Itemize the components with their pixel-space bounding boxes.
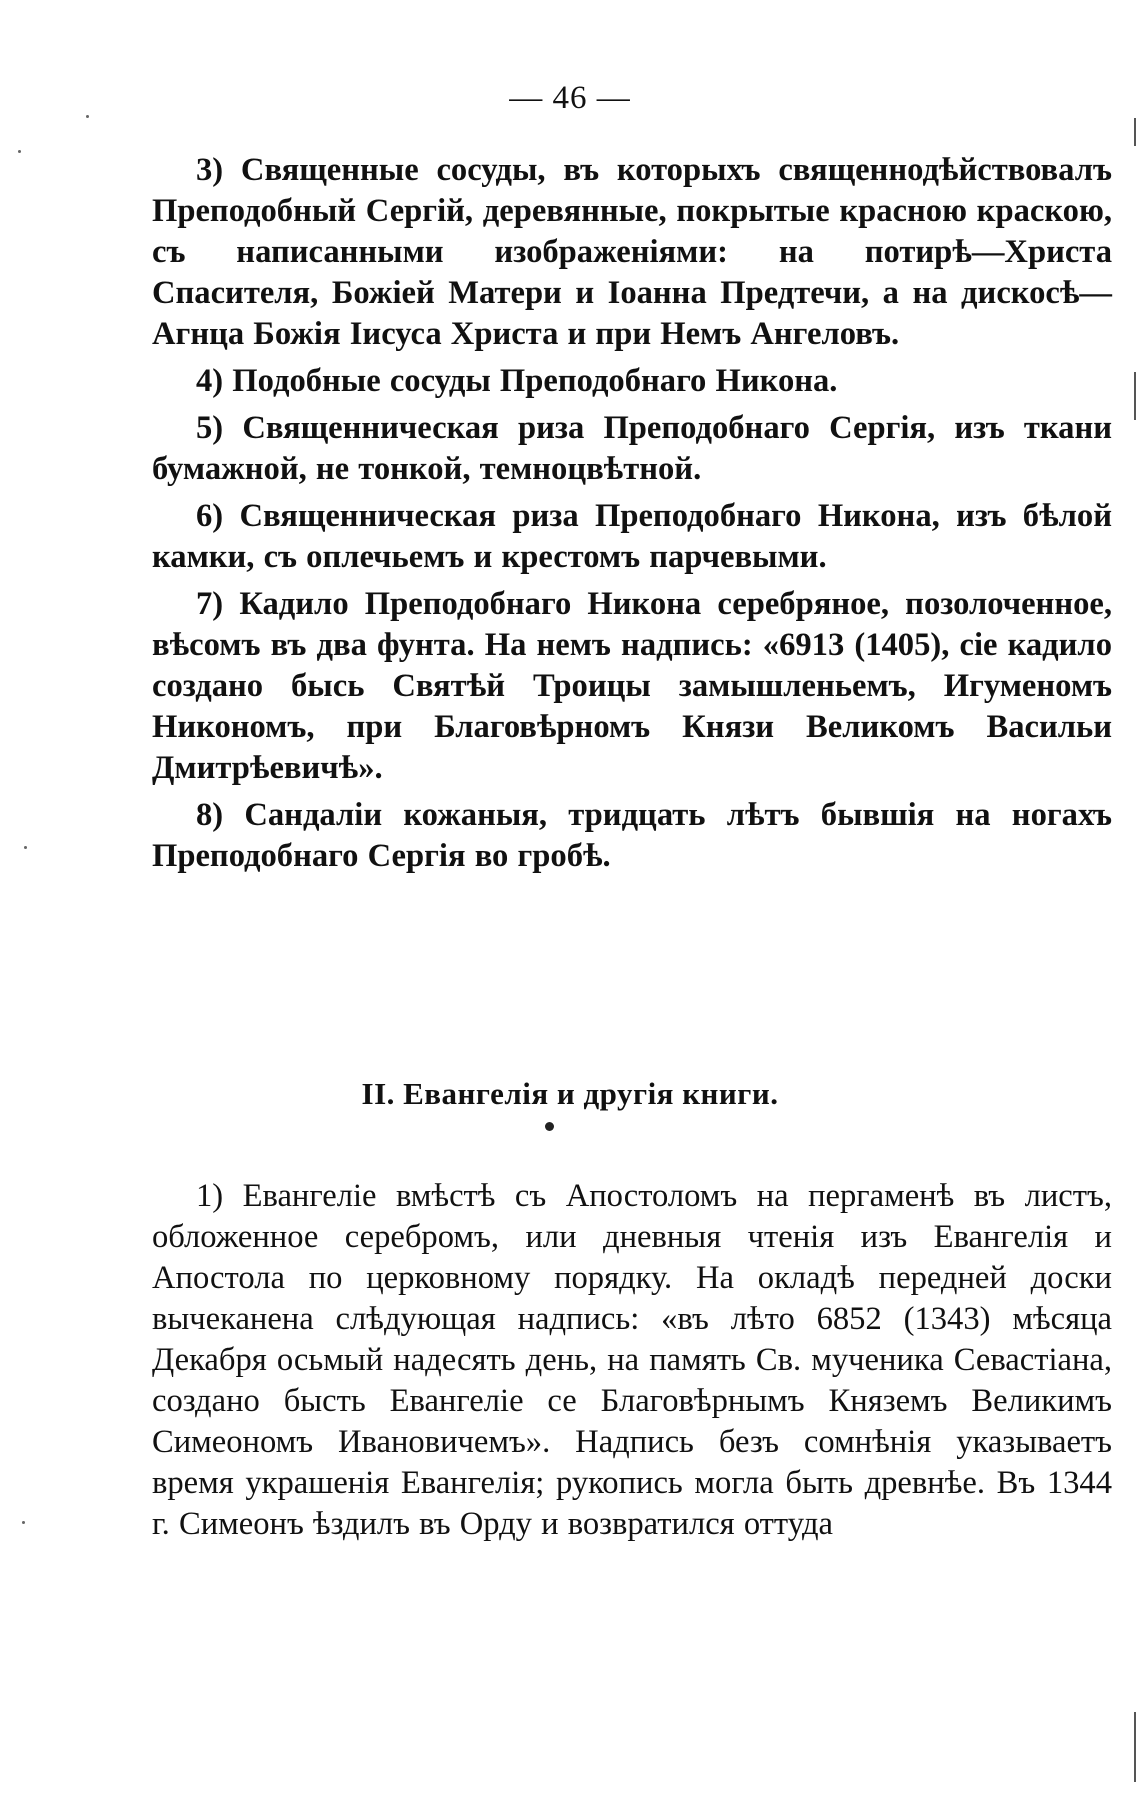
- ornament-dot-icon: [545, 1122, 554, 1131]
- list-item: 3) Священные сосуды, въ которыхъ священнодѣйствовалъ Преподобный Сергій, деревянные, покрытые красною краскою, съ написанными изображеніями: на потирѣ—Христа Спасителя, Божіей Матери и Іоанна Предтечи, а на дискосѣ—Агнца Божія Іисуса Христа и при Немъ Ангеловъ.: [152, 152, 1112, 352]
- scan-edge-mark: [1134, 118, 1136, 146]
- item-list-museum-objects: [152, 150, 1112, 877]
- scan-edge-mark: [1134, 1712, 1136, 1782]
- list-item: 7) Кадило Преподобнаго Никона серебряное, позолоченное, вѣсомъ въ два фунта. На немъ надпись: «6913 (1405), сіе кадило создано бысь Святѣй Троицы замышленьемъ, Игуменомъ Никономъ, при Благовѣрномъ Князи Великомъ Васильи Дмитрѣевичѣ».: [152, 586, 1112, 786]
- list-item: 1) Евангеліе вмѣстѣ съ Апостоломъ на пергаменѣ въ листъ, обложенное серебромъ, или дневныя чтенія изъ Евангелія и Апостола по церковному порядку. На окладѣ передней доски вычеканена слѣдующая надпись: «въ лѣто 6852 (1343) мѣсяца Декабря осьмый надесять день, на память Св. мученика Севастіана, создано бысть Евангеліе се Благовѣрнымъ Княземъ Великимъ Симеономъ Ивановичемъ». Надпись безъ сомнѣнія указываетъ время украшенія Евангелія; рукопись могла быть древнѣе. Въ 1344 г. Симеонъ ѣздилъ въ Орду и возвратился оттуда: [152, 1178, 1112, 1542]
- scan-speck: [86, 115, 89, 118]
- list-item: 5) Священническая риза Преподобнаго Сергія, изъ ткани бумажной, не тонкой, темноцвѣтной.: [152, 410, 1112, 487]
- scan-speck: [18, 150, 21, 153]
- page-number: — 46 —: [509, 80, 631, 116]
- scan-speck: [24, 846, 27, 849]
- list-item: 8) Сандаліи кожаныя, тридцать лѣтъ бывшія на ногахъ Преподобнаго Сергія во гробѣ.: [152, 797, 1112, 874]
- scan-speck: [22, 1521, 25, 1524]
- scan-edge-mark: [1134, 372, 1136, 420]
- list-item: 4) Подобные сосуды Преподобнаго Никона.: [196, 363, 838, 399]
- section-heading: II. Евангелія и другія книги.: [361, 1076, 779, 1111]
- item-list-books: [152, 1176, 1112, 1545]
- list-item: 6) Священническая риза Преподобнаго Никона, изъ бѣлой камки, съ оплечьемъ и крестомъ парчевыми.: [152, 498, 1112, 575]
